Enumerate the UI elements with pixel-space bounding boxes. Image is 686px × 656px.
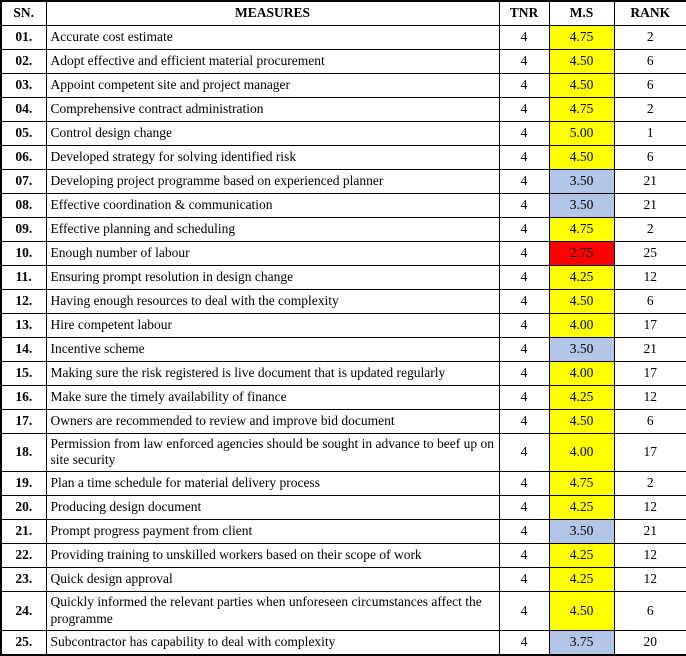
measure-cell: Quickly informed the relevant parties when unforeseen circumstances affect the programme (46, 592, 499, 631)
measure-cell: Enough number of labour (46, 241, 499, 265)
sn-cell: 06. (1, 145, 46, 169)
tnr-cell: 4 (499, 25, 549, 49)
rank-cell: 2 (614, 472, 686, 496)
ms-cell: 4.75 (549, 472, 614, 496)
table-row (1, 265, 686, 289)
sn-cell: 05. (1, 121, 46, 145)
table-row (1, 472, 686, 496)
ms-cell: 3.50 (549, 169, 614, 193)
tnr-cell: 4 (499, 592, 549, 631)
rank-cell: 2 (614, 25, 686, 49)
header-measures: MEASURES (46, 1, 499, 25)
rank-cell: 12 (614, 265, 686, 289)
ms-cell: 3.75 (549, 631, 614, 655)
measure-cell: Owners are recommended to review and improve bid document (46, 409, 499, 433)
tnr-cell: 4 (499, 385, 549, 409)
measure-cell: Effective coordination & communication (46, 193, 499, 217)
rank-cell: 21 (614, 193, 686, 217)
tnr-cell: 4 (499, 337, 549, 361)
measure-cell: Hire competent labour (46, 313, 499, 337)
rank-cell: 6 (614, 49, 686, 73)
rank-cell: 6 (614, 592, 686, 631)
table-row (1, 544, 686, 568)
sn-cell: 12. (1, 289, 46, 313)
sn-cell: 01. (1, 25, 46, 49)
measure-cell: Quick design approval (46, 568, 499, 592)
measure-cell: Accurate cost estimate (46, 25, 499, 49)
sn-cell: 25. (1, 631, 46, 655)
measure-cell: Effective planning and scheduling (46, 217, 499, 241)
sn-cell: 10. (1, 241, 46, 265)
rank-cell: 2 (614, 97, 686, 121)
measure-cell: Providing training to unskilled workers based on their scope of work (46, 544, 499, 568)
table-row (1, 25, 686, 49)
measure-cell: Developed strategy for solving identified risk (46, 145, 499, 169)
tnr-cell: 4 (499, 313, 549, 337)
sn-cell: 11. (1, 265, 46, 289)
measure-cell: Producing design document (46, 496, 499, 520)
sn-cell: 04. (1, 97, 46, 121)
ms-cell: 4.50 (549, 592, 614, 631)
rank-cell: 21 (614, 169, 686, 193)
tnr-cell: 4 (499, 73, 549, 97)
ms-cell: 4.25 (549, 568, 614, 592)
sn-cell: 18. (1, 433, 46, 472)
sn-cell: 08. (1, 193, 46, 217)
measure-cell: Having enough resources to deal with the complexity (46, 289, 499, 313)
ms-cell: 4.50 (549, 289, 614, 313)
tnr-cell: 4 (499, 409, 549, 433)
table-row (1, 337, 686, 361)
rank-cell: 6 (614, 73, 686, 97)
measure-cell: Plan a time schedule for material delivery process (46, 472, 499, 496)
ms-cell: 4.00 (549, 313, 614, 337)
header-sn: SN. (1, 1, 46, 25)
ms-cell: 4.75 (549, 97, 614, 121)
measure-cell: Make sure the timely availability of finance (46, 385, 499, 409)
sn-cell: 21. (1, 520, 46, 544)
table-row (1, 145, 686, 169)
sn-cell: 16. (1, 385, 46, 409)
table-row (1, 241, 686, 265)
ms-cell: 3.50 (549, 193, 614, 217)
rank-cell: 25 (614, 241, 686, 265)
rank-cell: 6 (614, 409, 686, 433)
table-row (1, 217, 686, 241)
header-tnr: TNR (499, 1, 549, 25)
header-ms: M.S (549, 1, 614, 25)
ms-cell: 4.25 (549, 385, 614, 409)
sn-cell: 13. (1, 313, 46, 337)
tnr-cell: 4 (499, 472, 549, 496)
rank-cell: 12 (614, 544, 686, 568)
measure-cell: Permission from law enforced agencies should be sought in advance to beef up on site security (46, 433, 499, 472)
table-row (1, 169, 686, 193)
tnr-cell: 4 (499, 520, 549, 544)
sn-cell: 24. (1, 592, 46, 631)
ms-cell: 4.50 (549, 145, 614, 169)
tnr-cell: 4 (499, 145, 549, 169)
sn-cell: 02. (1, 49, 46, 73)
table-row (1, 409, 686, 433)
tnr-cell: 4 (499, 361, 549, 385)
rank-cell: 12 (614, 568, 686, 592)
tnr-cell: 4 (499, 631, 549, 655)
sn-cell: 09. (1, 217, 46, 241)
sn-cell: 20. (1, 496, 46, 520)
table-row (1, 520, 686, 544)
tnr-cell: 4 (499, 169, 549, 193)
ms-cell: 2.75 (549, 241, 614, 265)
rank-cell: 1 (614, 121, 686, 145)
sn-cell: 15. (1, 361, 46, 385)
sn-cell: 07. (1, 169, 46, 193)
rank-cell: 17 (614, 313, 686, 337)
ms-cell: 4.75 (549, 25, 614, 49)
table-row (1, 73, 686, 97)
tnr-cell: 4 (499, 496, 549, 520)
table-row (1, 193, 686, 217)
ms-cell: 5.00 (549, 121, 614, 145)
measure-cell: Appoint competent site and project manager (46, 73, 499, 97)
table-row (1, 289, 686, 313)
tnr-cell: 4 (499, 433, 549, 472)
sn-cell: 19. (1, 472, 46, 496)
header-row (1, 1, 686, 25)
table-row (1, 592, 686, 631)
ms-cell: 4.00 (549, 433, 614, 472)
sn-cell: 17. (1, 409, 46, 433)
table-row (1, 631, 686, 655)
table-row (1, 433, 686, 472)
tnr-cell: 4 (499, 217, 549, 241)
table-row (1, 496, 686, 520)
rank-cell: 6 (614, 289, 686, 313)
table-row (1, 385, 686, 409)
ms-cell: 4.50 (549, 73, 614, 97)
measure-cell: Subcontractor has capability to deal with complexity (46, 631, 499, 655)
sn-cell: 03. (1, 73, 46, 97)
measure-cell: Control design change (46, 121, 499, 145)
rank-cell: 12 (614, 385, 686, 409)
measure-cell: Ensuring prompt resolution in design change (46, 265, 499, 289)
rank-cell: 12 (614, 496, 686, 520)
tnr-cell: 4 (499, 544, 549, 568)
tnr-cell: 4 (499, 97, 549, 121)
measure-cell: Incentive scheme (46, 337, 499, 361)
tnr-cell: 4 (499, 265, 549, 289)
ms-cell: 4.75 (549, 217, 614, 241)
table-row (1, 313, 686, 337)
ms-cell: 4.25 (549, 544, 614, 568)
table-row (1, 568, 686, 592)
rank-cell: 21 (614, 337, 686, 361)
ms-cell: 4.25 (549, 265, 614, 289)
measure-cell: Comprehensive contract administration (46, 97, 499, 121)
measure-cell: Adopt effective and efficient material procurement (46, 49, 499, 73)
rank-cell: 6 (614, 145, 686, 169)
table-row (1, 97, 686, 121)
table-header (1, 1, 686, 25)
tnr-cell: 4 (499, 241, 549, 265)
ms-cell: 4.50 (549, 49, 614, 73)
ms-cell: 4.50 (549, 409, 614, 433)
rank-cell: 21 (614, 520, 686, 544)
table-row (1, 121, 686, 145)
sn-cell: 23. (1, 568, 46, 592)
rank-cell: 20 (614, 631, 686, 655)
ms-cell: 4.00 (549, 361, 614, 385)
tnr-cell: 4 (499, 121, 549, 145)
header-rank: RANK (614, 1, 686, 25)
tnr-cell: 4 (499, 193, 549, 217)
sn-cell: 14. (1, 337, 46, 361)
measure-cell: Developing project programme based on experienced planner (46, 169, 499, 193)
table-body (1, 25, 686, 655)
tnr-cell: 4 (499, 49, 549, 73)
tnr-cell: 4 (499, 289, 549, 313)
table-row (1, 49, 686, 73)
tnr-cell: 4 (499, 568, 549, 592)
measure-cell: Making sure the risk registered is live document that is updated regularly (46, 361, 499, 385)
ms-cell: 4.25 (549, 496, 614, 520)
measure-cell: Prompt progress payment from client (46, 520, 499, 544)
rank-cell: 17 (614, 361, 686, 385)
table-row (1, 361, 686, 385)
rank-cell: 17 (614, 433, 686, 472)
ms-cell: 3.50 (549, 337, 614, 361)
sn-cell: 22. (1, 544, 46, 568)
rank-cell: 2 (614, 217, 686, 241)
ms-cell: 3.50 (549, 520, 614, 544)
